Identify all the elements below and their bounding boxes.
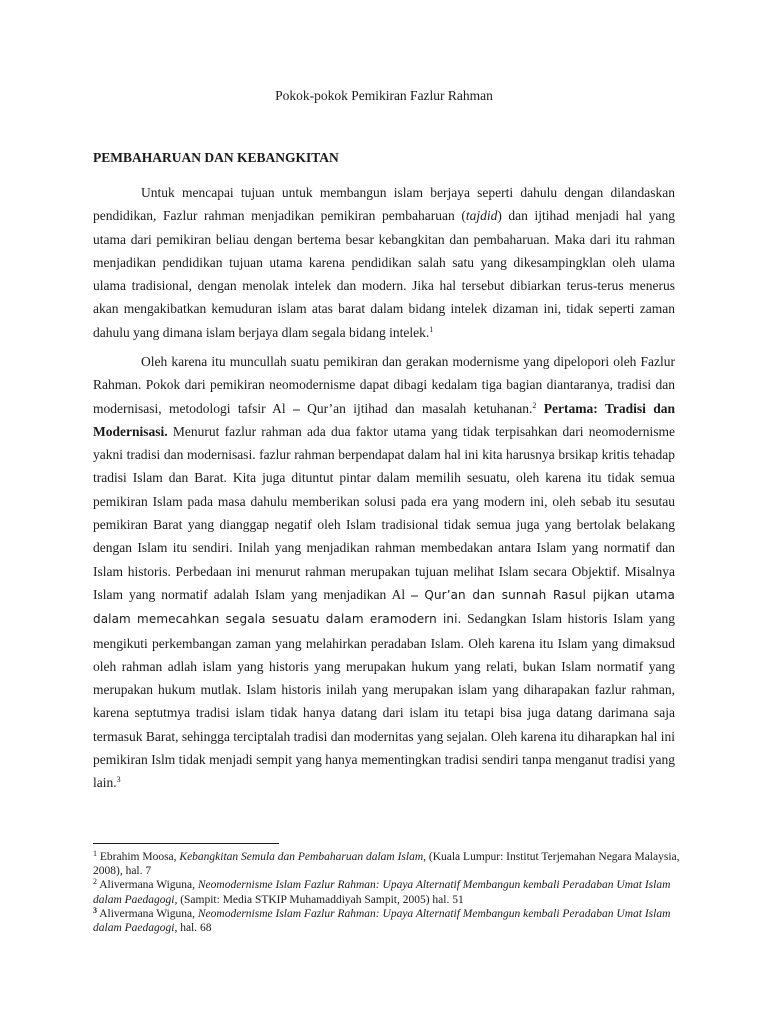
footnote-3 — [93, 907, 683, 935]
footnote-number: 3 — [93, 905, 97, 915]
document-title: Pokok-pokok Pemikiran Fazlur Rahman — [275, 88, 493, 103]
footnote-title: Kebangkitan Semula dan Pembaharuan dalam Islam — [179, 851, 424, 863]
em-dash: – — [293, 400, 300, 416]
footnote-title: Neomodernisme Islam Fazlur Rahman: Upaya Alternatif Membangun kembali Peradaban Umat Islam dalam Paedagogi, — [93, 879, 671, 906]
footnote-2 — [93, 878, 683, 906]
paragraph-2-text-d: Sedangkan Islam historis Islam yang mengikuti perkembangan zaman yang melahirkan peradaban Islam. Oleh karena itu Islam yang dimaksud oleh rahman adlah islam yang historis yang merupakan hukum yang relati, bukan Islam normatif yang merupakan hukum mutlak. Islam historis inilah yang merupakan islam yang diharapakan fazlur rahman, karena septutmya tradisi islam tidak hanya datang dari islam itu tetapi bisa juga datang darimana saja termasuk Barat, sehingga terciptalah tradisi dan modernitas yang sejalan. Oleh karena itu diharapkan hal ini pemikiran Islm tidak menjadi sempit yang hanya mementingkan tradisi sendiri tanpa menganut tradisi yang lain. — [93, 611, 675, 791]
footnote-number: 1 — [93, 849, 97, 858]
footnote-text: Alivermana Wiguna, — [97, 907, 198, 920]
paragraph-2 — [93, 350, 675, 795]
footnote-text: Alivermana Wiguna, — [97, 879, 198, 892]
alt-font-sentence: Qur’an dan sunnah Rasul pijkan utama dalam memecahkan segala sesuatu dalam eramodern ini. — [93, 587, 675, 627]
footnote-text: hal. 68 — [177, 922, 212, 935]
footnote-text: (Sampit: Media STKIP Muhamaddiyah Sampit, 2005) hal. 51 — [177, 893, 464, 906]
section-heading: PEMBAHARUAN DAN KEBANGKITAN — [93, 150, 339, 165]
footnote-title: Neomodernisme Islam Fazlur Rahman: Upaya Alternatif Membangun kembali Peradaban Umat Islam dalam Paedagogi, — [93, 907, 671, 935]
footnotes — [93, 850, 683, 935]
paragraph-2-text-b: Qur’an ijtihad dan masalah ketuhanan. — [299, 400, 533, 416]
em-dash-b: – — [411, 586, 418, 602]
italic-term-tajdid: tajdid — [465, 208, 498, 224]
footnote-ref-1[interactable]: 1 — [429, 324, 434, 334]
bold-heading-pertama: Pertama: Tradisi dan Modernisasi. — [93, 400, 675, 439]
paragraph-2-text-c: Menurut fazlur rahman ada dua faktor utama yang tidak terpisahkan dari neomodernisme yakni tradisi dan modernisasi. fazlur rahman berpendapat dalam hal ini kita harusnya brsikap kritis tehadap tradisi Islam dan Barat. Kita juga dituntut pintar dalam memilih sesuatu, oleh karena itu tidak semua pemikiran Islam pada masa dahulu memberikan solusi pada era yang modern ini, oleh sebab itu sesutau pemikiran Barat yang dianggap negatif oleh Islam tradisional tidak semua juga yang bertolak belakang dengan Islam itu sendiri. Inilah yang menjadikan rahman membedakan antara Islam yang normatif dan Islam historis. Perbedaan ini menurut rahman merupakan tujuan melihat Islam secara Objektif. Misalnya Islam yang normatif adalah Islam yang menjadikan Al — [93, 423, 675, 602]
footnote-ref-3[interactable]: 3 — [116, 775, 121, 785]
footnote-number: 2 — [93, 877, 97, 887]
paragraph-1 — [93, 181, 675, 344]
paragraph-1-text-b: ) dan ijtihad menjadi hal yang utama dari pemikiran beliau dengan bertema besar kebangkitan dan pembaharuan. Maka dari itu rahman menjadikan pendidikan tujuan utama karena pendidikan salah satu yang dikesampingklan oleh ulama ulama tradisional, dengan menolak intelek dan modern. Jika hal tersebut dibiarkan terus-terus menerus akan mengakibatkan kemuduran islam atas barat dalam bidang intelek dizaman ini, tidak seperti zaman dahulu yang dimana islam berjaya dlam segala bidang intelek. — [93, 208, 675, 340]
footnote-ref-2[interactable]: 2 — [532, 400, 537, 410]
footnote-text: Ebrahim Moosa, — [97, 851, 180, 863]
footnote-divider — [93, 843, 279, 844]
footnote-text: , (Kuala Lumpur: Institut Terjemahan Negara Malaysia, 2008), hal. 7 — [93, 851, 680, 878]
paragraph-2-text-a: Oleh karena itu muncullah suatu pemikiran dan gerakan modernisme yang dipelopori oleh Fazlur Rahman. Pokok dari pemikiran neomodernisme dapat dibagi kedalam tiga bagian diantaranya, tradisi dan modernisasi, metodologi tafsir Al — [93, 354, 675, 416]
paragraph-1-text-a: Untuk mencapai tujuan untuk membangun islam berjaya seperti dahulu dengan dilandaskan pendidikan, Fazlur rahman menjadikan pemikiran pembaharuan ( — [93, 185, 675, 224]
footnote-1 — [93, 850, 683, 878]
